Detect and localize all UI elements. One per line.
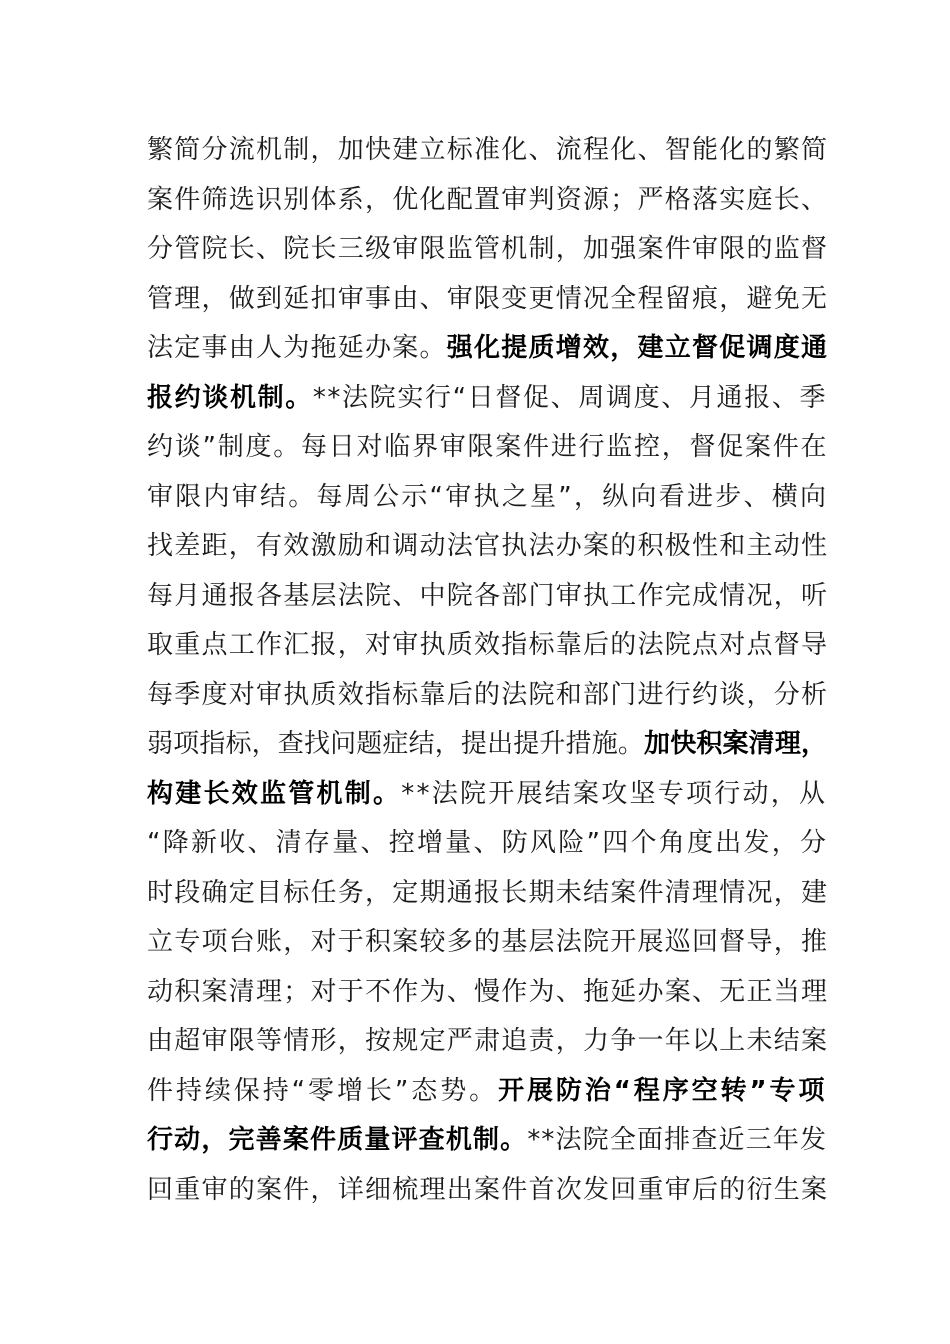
body-text: 法定事由人为拖延办案。 bbox=[147, 333, 447, 363]
text-line bbox=[147, 1067, 827, 1117]
text-line bbox=[147, 968, 827, 1018]
body-text: 约谈”制度。每日对临界审限案件进行监控，督促案件在 bbox=[147, 432, 829, 462]
text-line bbox=[147, 374, 827, 424]
text-line bbox=[147, 572, 827, 622]
body-text: **法院开展结案攻坚专项行动，从 bbox=[401, 778, 828, 809]
body-text: 分管院长、院长三级审限监管机制，加强案件审限的监督 bbox=[147, 234, 829, 264]
text-line bbox=[147, 225, 827, 275]
body-text: 每季度对审执质效指标靠后的法院和部门进行约谈，分析 bbox=[147, 679, 829, 710]
text-line bbox=[147, 671, 827, 721]
body-text: 件持续保持“零增长”态势。 bbox=[147, 1075, 499, 1106]
text-line bbox=[147, 1116, 827, 1166]
body-text: 管理，做到延扣审事由、审限变更情况全程留痕，避免无 bbox=[147, 283, 829, 314]
text-line bbox=[147, 819, 827, 869]
text-line bbox=[147, 522, 827, 572]
text-line bbox=[147, 324, 827, 374]
text-line bbox=[147, 621, 827, 671]
text-line bbox=[147, 176, 827, 226]
bold-heading-text: 强化提质增效，建立督促调度通 bbox=[446, 333, 829, 363]
body-text: 由超审限等情形，按规定严肃追责，力争一年以上未结案 bbox=[147, 1026, 829, 1056]
bold-heading-text: 报约谈机制。 bbox=[147, 382, 313, 413]
bold-heading-text: 行动，完善案件质量评查机制。 bbox=[147, 1125, 528, 1155]
text-line bbox=[147, 1166, 827, 1216]
body-text: “降新收、清存量、控增量、防风险”四个角度出发，分 bbox=[147, 828, 829, 858]
text-line bbox=[147, 423, 827, 473]
body-text: 审限内审结。每周公示“审执之星”，纵向看进步、横向 bbox=[147, 481, 829, 512]
document-body bbox=[147, 126, 827, 1215]
body-text: 找差距，有效激励和调动法官执法办案的积极性和主动性 bbox=[147, 531, 829, 561]
body-text: 案件筛选识别体系，优化配置审判资源；严格落实庭长、 bbox=[147, 184, 829, 215]
text-line bbox=[147, 770, 827, 820]
body-text: 弱项指标，查找问题症结，提出提升措施。 bbox=[147, 729, 645, 759]
body-text: 每月通报各基层法院、中院各部门审执工作完成情况，听 bbox=[147, 580, 829, 611]
text-line bbox=[147, 869, 827, 919]
text-line bbox=[147, 473, 827, 523]
body-text: 立专项台账，对于积案较多的基层法院开展巡回督导，推 bbox=[147, 927, 829, 957]
body-text: **法院实行“日督促、周调度、月通报、季 bbox=[312, 382, 827, 413]
text-line bbox=[147, 126, 827, 176]
body-text: 繁简分流机制，加快建立标准化、流程化、智能化的繁简 bbox=[147, 135, 829, 165]
text-line bbox=[147, 720, 827, 770]
bold-heading-text: 开展防治“程序空转”专项 bbox=[498, 1075, 827, 1106]
bold-heading-text: 加快积案清理， bbox=[644, 729, 827, 759]
body-text: 取重点工作汇报，对审执质效指标靠后的法院点对点督导 bbox=[147, 630, 829, 660]
body-text: **法院全面排查近三年发 bbox=[527, 1125, 827, 1155]
bold-heading-text: 构建长效监管机制。 bbox=[147, 778, 402, 809]
body-text: 动积案清理；对于不作为、慢作为、拖延办案、无正当理 bbox=[147, 976, 829, 1007]
body-text: 时段确定目标任务，定期通报长期未结案件清理情况，建 bbox=[147, 877, 829, 908]
text-line bbox=[147, 918, 827, 968]
body-text: 回重审的案件，详细梳理出案件首次发回重审后的衍生案 bbox=[147, 1174, 829, 1205]
text-line bbox=[147, 275, 827, 325]
text-line bbox=[147, 1017, 827, 1067]
